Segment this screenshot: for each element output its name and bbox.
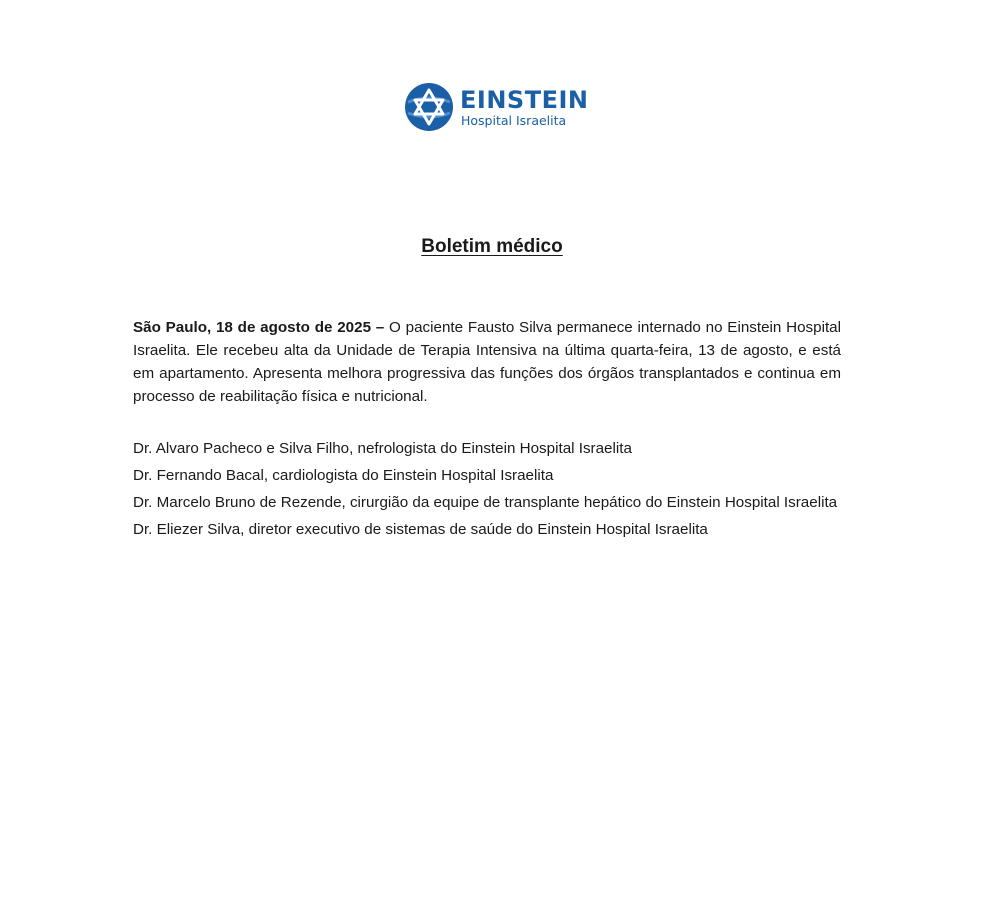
document-title: Boletim médico [421, 236, 563, 257]
logo-wordmark [460, 87, 588, 128]
bulletin-paragraph [133, 316, 841, 408]
star-of-david-globe-icon [404, 82, 454, 132]
logo-name: EINSTEIN [460, 85, 589, 114]
bulletin-text: O paciente Fausto Silva permanece internado no Einstein Hospital Israelita. Ele recebeu alta da Unidade de Terapia Intensiva na última quarta-feira, 13 de agosto, e está em apartamento. Apresenta melhora progressiva das funções dos órgãos transplantados e continua em processo de reabilitação física e nutricional. [133, 319, 841, 405]
signatories-list [133, 437, 841, 545]
signatory-liver-surgeon: Dr. Marcelo Bruno de Rezende, cirurgião da equipe de transplante hepático do Einstein Hospital Israelita [133, 494, 838, 511]
signatory-cardiologist: Dr. Fernando Bacal, cardiologista do Einstein Hospital Israelita [133, 467, 554, 484]
hospital-logo [404, 80, 588, 134]
signatory-executive-director: Dr. Eliezer Silva, diretor executivo de sistemas de saúde do Einstein Hospital Israelita [133, 521, 708, 538]
signatory-nephrologist: Dr. Alvaro Pacheco e Silva Filho, nefrologista do Einstein Hospital Israelita [133, 440, 632, 457]
logo-subtitle: Hospital Israelita [461, 112, 567, 128]
bulletin-dateline: São Paulo, 18 de agosto de 2025 – [133, 319, 385, 336]
